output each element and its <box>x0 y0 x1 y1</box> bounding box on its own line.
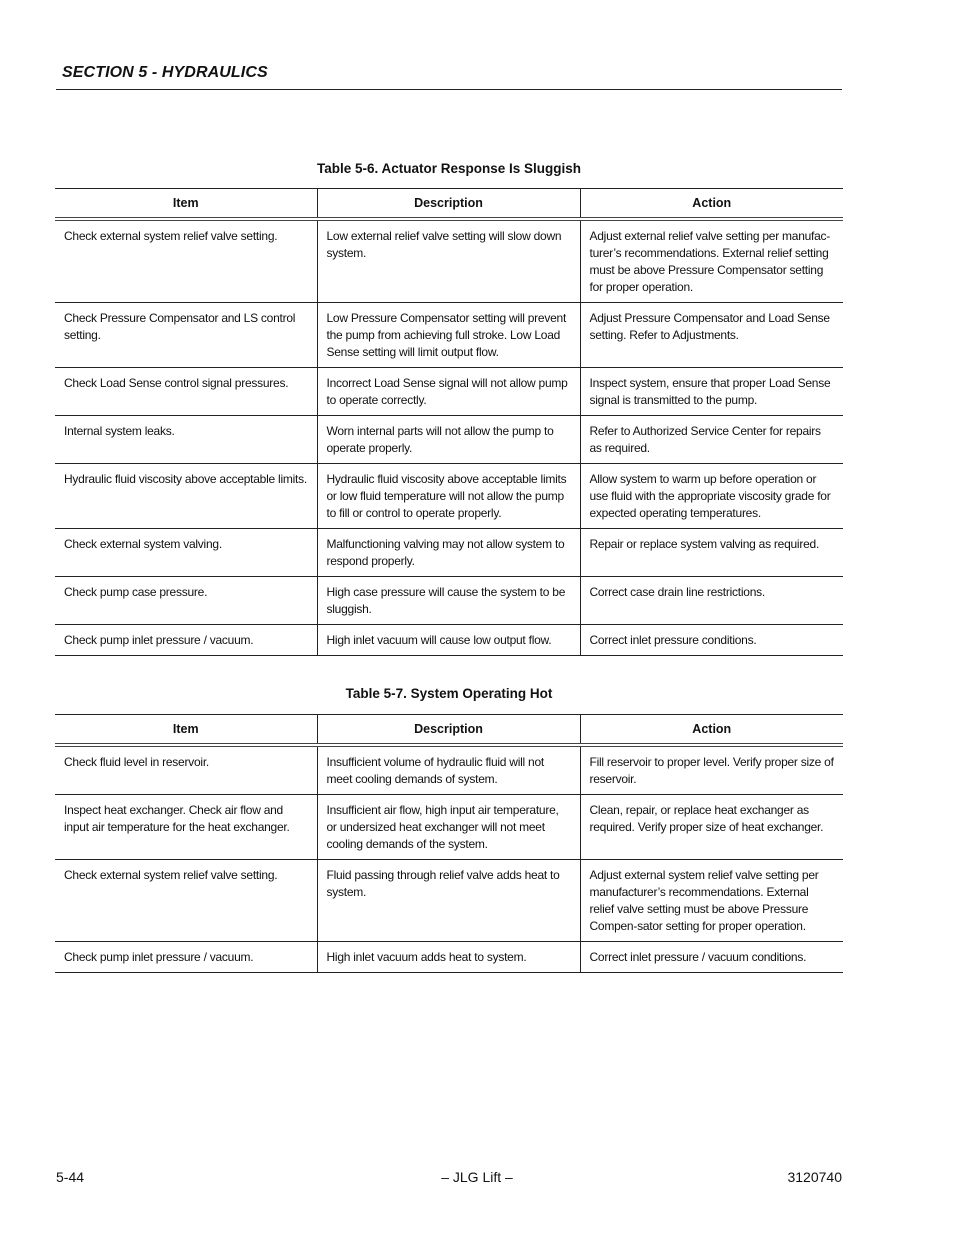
column-header-description: Description <box>317 189 580 220</box>
table-row <box>55 860 843 942</box>
table-5-6-caption: Table 5-6. Actuator Response Is Sluggish <box>316 161 582 176</box>
column-header-description: Description <box>317 715 580 746</box>
table-row <box>55 464 843 529</box>
item-cell: Check Pressure Compensator and LS control setting. <box>55 303 317 368</box>
table-header-row <box>55 715 843 746</box>
action-cell: Allow system to warm up before operation or use fluid with the appropriate viscosity grade for expected operating temperatures. <box>580 464 843 529</box>
item-cell: Check pump inlet pressure / vacuum. <box>55 625 317 656</box>
table-row <box>55 303 843 368</box>
table-row <box>55 577 843 625</box>
column-header-action: Action <box>580 189 843 220</box>
column-header-action: Action <box>580 715 843 746</box>
item-cell: Inspect heat exchanger. Check air flow and input air temperature for the heat exchanger. <box>55 795 317 860</box>
item-cell: Hydraulic fluid viscosity above acceptable limits. <box>55 464 317 529</box>
table-5-7 <box>55 714 843 973</box>
table-header-row <box>55 189 843 220</box>
action-cell: Repair or replace system valving as required. <box>580 529 843 577</box>
description-cell: Insufficient volume of hydraulic fluid will not meet cooling demands of system. <box>317 745 580 795</box>
action-cell: Correct inlet pressure conditions. <box>580 625 843 656</box>
description-cell: High case pressure will cause the system to be sluggish. <box>317 577 580 625</box>
item-cell: Check pump case pressure. <box>55 577 317 625</box>
description-cell: Low Pressure Compensator setting will prevent the pump from achieving full stroke. Low Load Sense setting will limit output flow. <box>317 303 580 368</box>
description-cell: Malfunctioning valving may not allow system to respond properly. <box>317 529 580 577</box>
section-title: SECTION 5 - HYDRAULICS <box>62 64 268 81</box>
action-cell: Inspect system, ensure that proper Load Sense signal is transmitted to the pump. <box>580 368 843 416</box>
table-5-6 <box>55 188 843 656</box>
table-row <box>55 529 843 577</box>
table-row <box>55 795 843 860</box>
action-cell: Clean, repair, or replace heat exchanger as required. Verify proper size of heat exchanger. <box>580 795 843 860</box>
document-number: 3120740 <box>787 1169 842 1185</box>
item-cell: Check fluid level in reservoir. <box>55 745 317 795</box>
item-cell: Check external system valving. <box>55 529 317 577</box>
description-cell: Insufficient air flow, high input air temperature, or undersized heat exchanger will not meet cooling demands of the system. <box>317 795 580 860</box>
footer-brand: – JLG Lift – <box>441 1169 513 1185</box>
action-cell: Fill reservoir to proper level. Verify proper size of reservoir. <box>580 745 843 795</box>
table-row <box>55 416 843 464</box>
table-row <box>55 368 843 416</box>
column-header-item: Item <box>55 189 317 220</box>
item-cell: Check external system relief valve setting. <box>55 219 317 303</box>
description-cell: High inlet vacuum adds heat to system. <box>317 942 580 973</box>
description-cell: Low external relief valve setting will slow down system. <box>317 219 580 303</box>
table-row <box>55 219 843 303</box>
action-cell: Adjust external system relief valve setting per manufacturer’s recommendations. External relief valve setting must be above Pressure Compen-sator setting for proper operation. <box>580 860 843 942</box>
description-cell: Incorrect Load Sense signal will not allow pump to operate correctly. <box>317 368 580 416</box>
action-cell: Adjust external relief valve setting per manufac-turer’s recommendations. External relief setting must be above Pressure Compensator setting for proper operation. <box>580 219 843 303</box>
description-cell: Worn internal parts will not allow the pump to operate properly. <box>317 416 580 464</box>
item-cell: Check Load Sense control signal pressures. <box>55 368 317 416</box>
column-header-item: Item <box>55 715 317 746</box>
action-cell: Adjust Pressure Compensator and Load Sense setting. Refer to Adjustments. <box>580 303 843 368</box>
description-cell: High inlet vacuum will cause low output flow. <box>317 625 580 656</box>
item-cell: Check external system relief valve setting. <box>55 860 317 942</box>
description-cell: Fluid passing through relief valve adds heat to system. <box>317 860 580 942</box>
header-divider <box>56 89 842 90</box>
table-row <box>55 745 843 795</box>
table-row <box>55 625 843 656</box>
item-cell: Check pump inlet pressure / vacuum. <box>55 942 317 973</box>
description-cell: Hydraulic fluid viscosity above acceptable limits or low fluid temperature will not allow the pump to fill or control to operate properly. <box>317 464 580 529</box>
action-cell: Correct case drain line restrictions. <box>580 577 843 625</box>
table-row <box>55 942 843 973</box>
item-cell: Internal system leaks. <box>55 416 317 464</box>
action-cell: Correct inlet pressure / vacuum conditions. <box>580 942 843 973</box>
action-cell: Refer to Authorized Service Center for repairs as required. <box>580 416 843 464</box>
page-number: 5-44 <box>56 1169 85 1185</box>
table-5-7-caption: Table 5-7. System Operating Hot <box>345 686 553 701</box>
